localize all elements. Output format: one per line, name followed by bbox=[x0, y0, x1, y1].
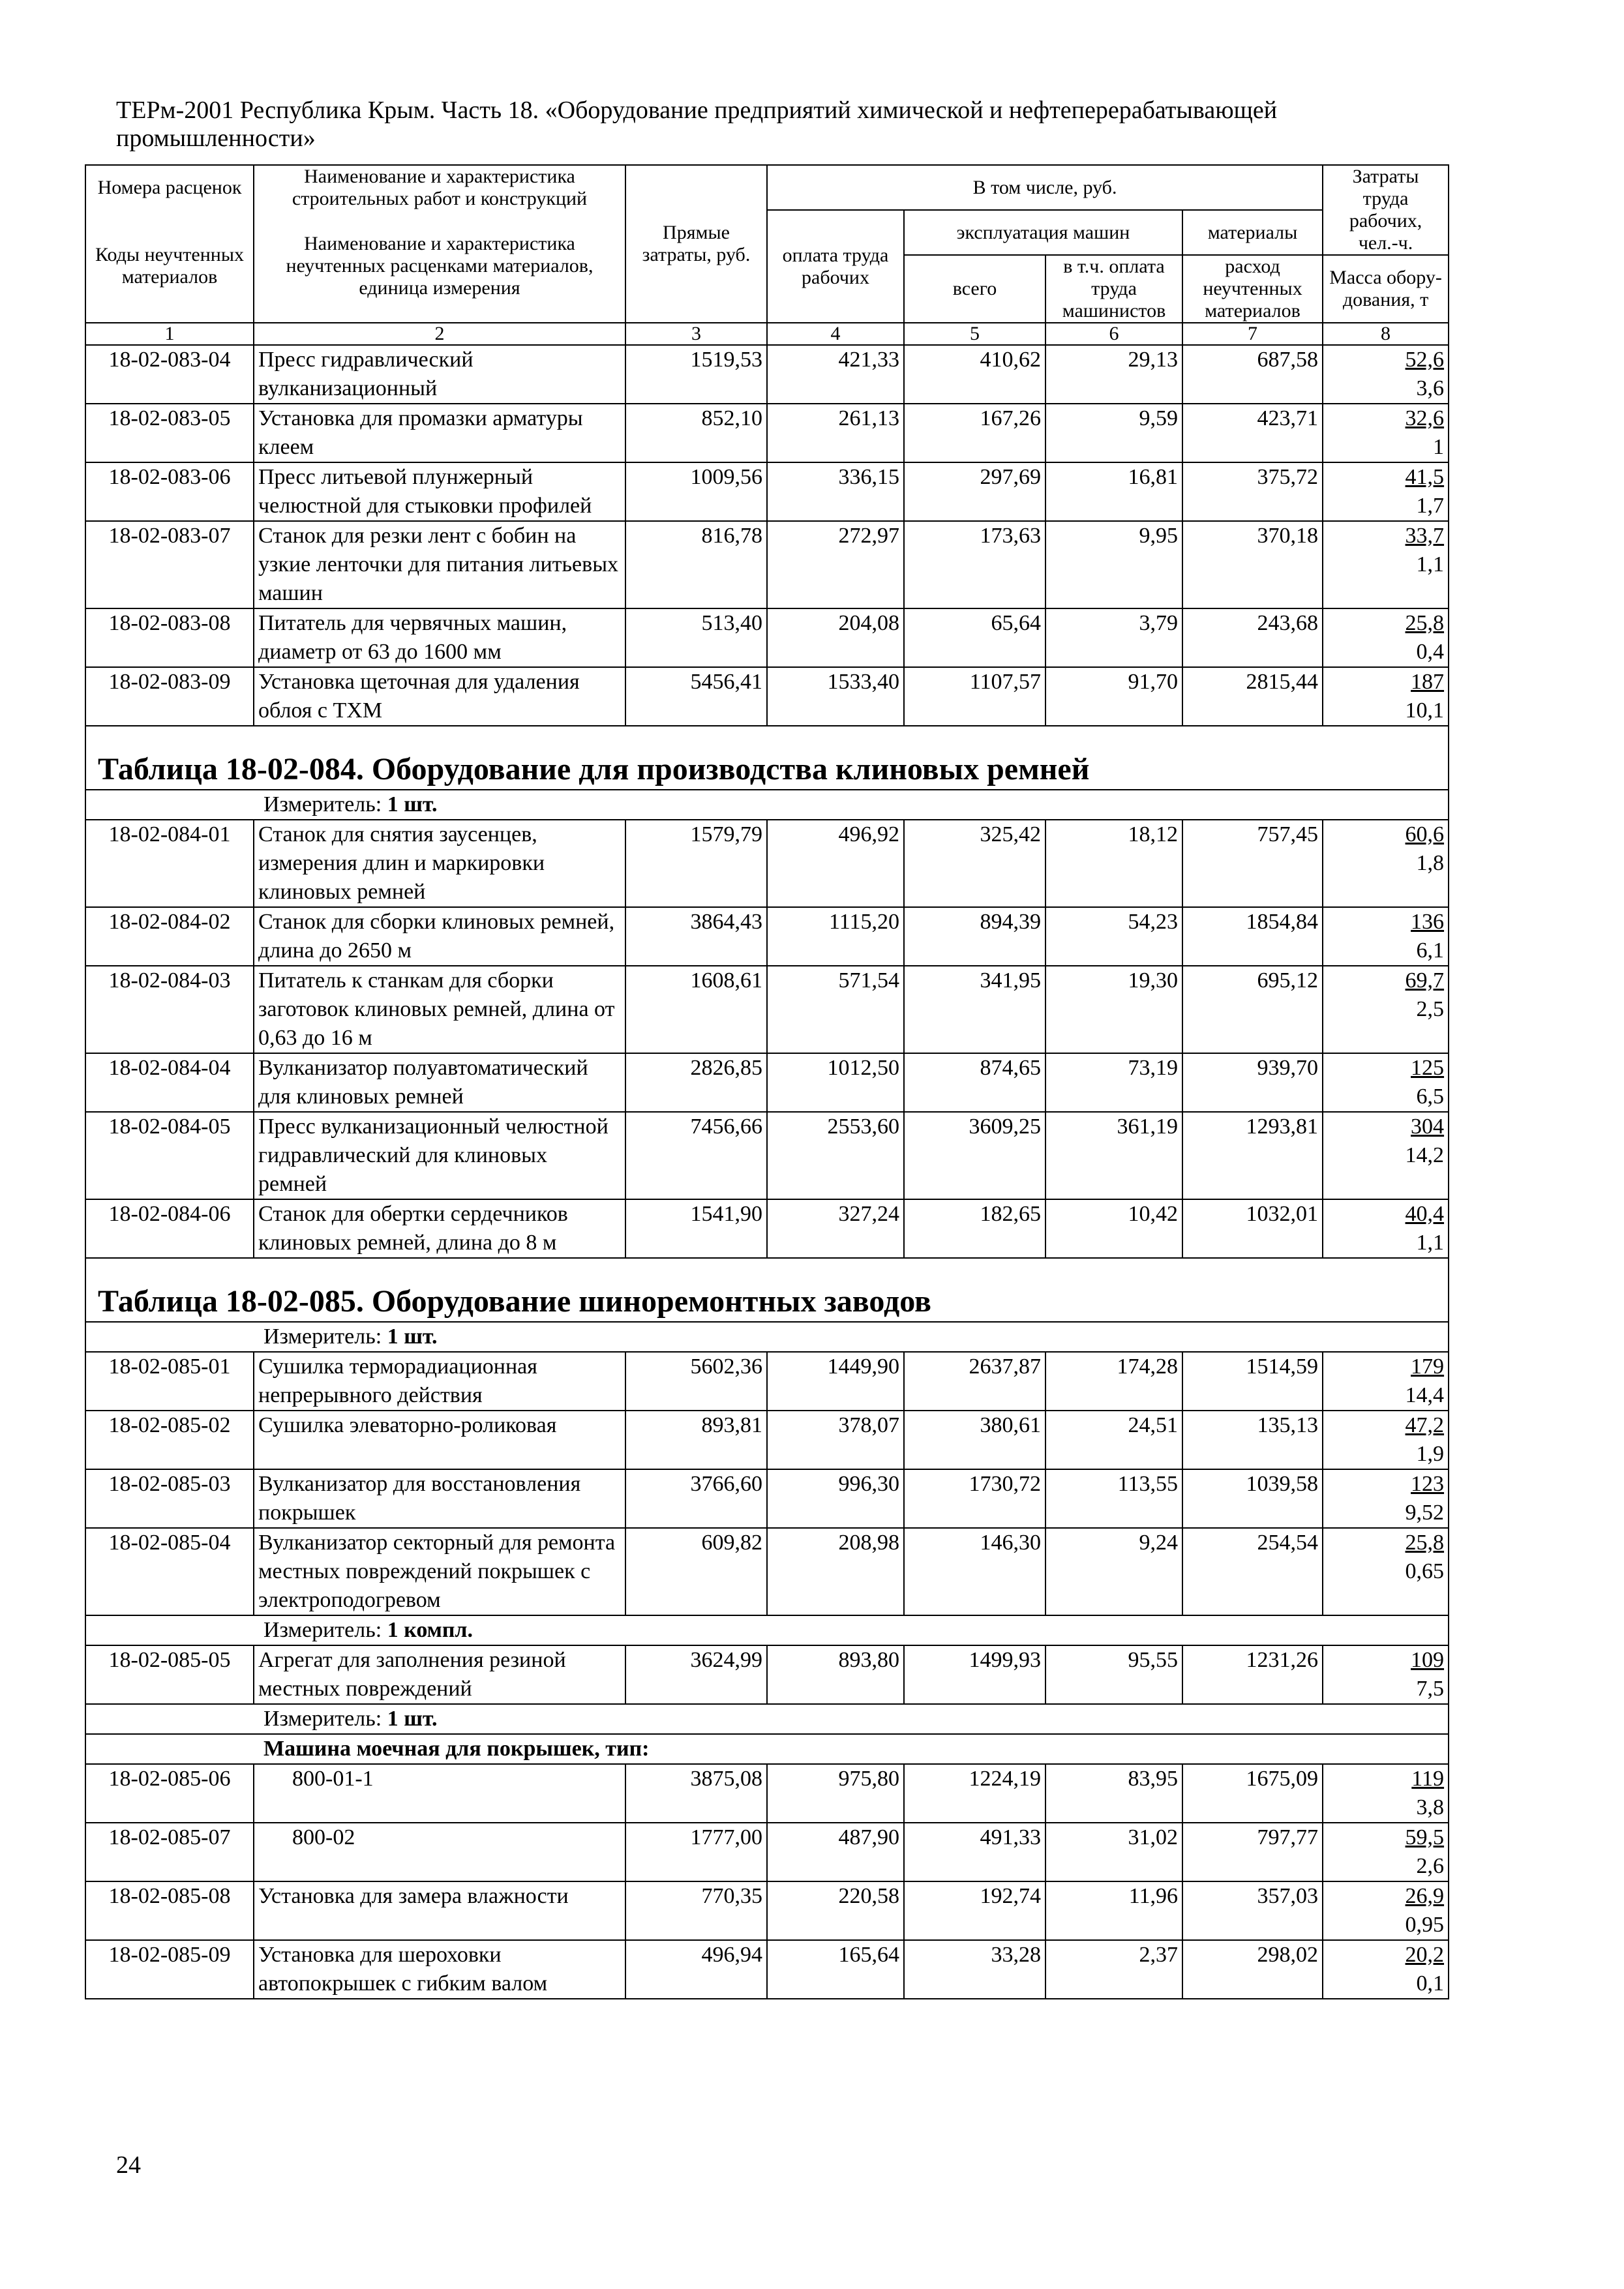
labor-and-mass bbox=[1323, 404, 1449, 462]
worker-wage: 975,80 bbox=[767, 1764, 904, 1823]
materials: 1514,59 bbox=[1182, 1352, 1323, 1411]
col-machines-total-header: всего bbox=[904, 255, 1045, 323]
column-number: 3 bbox=[625, 323, 767, 345]
rate-name: Сушилка терморадиационная непрерывного действия bbox=[254, 1352, 625, 1411]
rate-name: Установка для промазки арматуры клеем bbox=[254, 404, 625, 462]
materials: 1293,81 bbox=[1182, 1112, 1323, 1199]
table-title: Таблица 18-02-084. Оборудование для производства клиновых ремней bbox=[85, 726, 1449, 790]
materials: 695,12 bbox=[1182, 966, 1323, 1053]
direct-costs: 3766,60 bbox=[625, 1469, 767, 1528]
machines-total: 491,33 bbox=[904, 1823, 1045, 1881]
machinist-wage: 113,55 bbox=[1045, 1469, 1182, 1528]
labor-costs: 33,7 bbox=[1405, 524, 1445, 548]
rate-name: 800-02 bbox=[254, 1823, 625, 1881]
measure-label: Измеритель: bbox=[263, 1324, 382, 1349]
labor-costs: 69,7 bbox=[1405, 968, 1445, 993]
materials: 687,58 bbox=[1182, 345, 1323, 404]
rate-name: Вулканизатор секторный для ремонта местных повреждений покрышек с электроподогревом bbox=[254, 1528, 625, 1615]
rate-name: Вулканизатор для восстановления покрышек bbox=[254, 1469, 625, 1528]
rate-name: Питатель для червячных машин, диаметр от 63 до 1600 мм bbox=[254, 608, 625, 667]
labor-costs: 32,6 bbox=[1405, 406, 1445, 430]
group-row bbox=[85, 1734, 1449, 1764]
column-number: 2 bbox=[254, 323, 625, 345]
labor-costs: 41,5 bbox=[1405, 465, 1445, 489]
labor-and-mass bbox=[1323, 345, 1449, 404]
worker-wage: 378,07 bbox=[767, 1411, 904, 1469]
measure-row bbox=[85, 1704, 1449, 1734]
machines-total: 1107,57 bbox=[904, 667, 1045, 726]
labor-costs: 52,6 bbox=[1405, 348, 1445, 372]
table-row bbox=[85, 1112, 1449, 1199]
materials: 757,45 bbox=[1182, 820, 1323, 907]
direct-costs: 1777,00 bbox=[625, 1823, 767, 1881]
machinist-wage: 174,28 bbox=[1045, 1352, 1182, 1411]
materials: 298,02 bbox=[1182, 1940, 1323, 1999]
materials: 135,13 bbox=[1182, 1411, 1323, 1469]
machines-total: 65,64 bbox=[904, 608, 1045, 667]
labor-and-mass bbox=[1323, 462, 1449, 521]
worker-wage: 327,24 bbox=[767, 1199, 904, 1258]
materials: 423,71 bbox=[1182, 404, 1323, 462]
table-row bbox=[85, 1645, 1449, 1704]
direct-costs: 3624,99 bbox=[625, 1645, 767, 1704]
group-title: Машина моечная для покрышек, тип: bbox=[85, 1734, 1449, 1764]
table-row bbox=[85, 345, 1449, 404]
equipment-mass: 1,9 bbox=[1416, 1442, 1445, 1466]
labor-costs: 25,8 bbox=[1405, 611, 1445, 635]
labor-costs: 26,9 bbox=[1405, 1884, 1445, 1908]
labor-and-mass bbox=[1323, 1352, 1449, 1411]
direct-costs: 3864,43 bbox=[625, 907, 767, 966]
materials: 375,72 bbox=[1182, 462, 1323, 521]
labor-costs: 119 bbox=[1411, 1767, 1445, 1791]
materials: 2815,44 bbox=[1182, 667, 1323, 726]
machines-total: 1499,93 bbox=[904, 1645, 1045, 1704]
machines-total: 297,69 bbox=[904, 462, 1045, 521]
table-row bbox=[85, 1352, 1449, 1411]
measure-row bbox=[85, 1615, 1449, 1645]
measure-label: Измеритель: bbox=[263, 792, 382, 816]
rate-name: Пресс гидравлический вулканизационный bbox=[254, 345, 625, 404]
direct-costs: 1608,61 bbox=[625, 966, 767, 1053]
measure-label: Измеритель: bbox=[263, 1707, 382, 1731]
machinist-wage: 54,23 bbox=[1045, 907, 1182, 966]
table-row bbox=[85, 1053, 1449, 1112]
worker-wage: 1449,90 bbox=[767, 1352, 904, 1411]
direct-costs: 852,10 bbox=[625, 404, 767, 462]
machinist-wage: 83,95 bbox=[1045, 1764, 1182, 1823]
machines-total: 1730,72 bbox=[904, 1469, 1045, 1528]
labor-costs: 59,5 bbox=[1405, 1825, 1445, 1849]
worker-wage: 165,64 bbox=[767, 1940, 904, 1999]
equipment-mass: 1,8 bbox=[1416, 851, 1445, 875]
worker-wage: 336,15 bbox=[767, 462, 904, 521]
col-direct-costs-header: Прямые затраты, руб. bbox=[625, 165, 767, 323]
col-materials-header: материалы bbox=[1182, 210, 1323, 255]
machinist-wage: 19,30 bbox=[1045, 966, 1182, 1053]
column-number: 1 bbox=[85, 323, 254, 345]
measure-unit: 1 шт. bbox=[387, 1324, 438, 1349]
labor-costs: 123 bbox=[1411, 1472, 1445, 1496]
equipment-mass: 0,1 bbox=[1416, 1971, 1445, 1996]
labor-and-mass bbox=[1323, 1823, 1449, 1881]
table-row bbox=[85, 820, 1449, 907]
labor-costs: 179 bbox=[1411, 1354, 1445, 1379]
header-line-1: ТЕРм-2001 Республика Крым. Часть 18. «Оборудование предприятий химической и нефтеперерабатывающей bbox=[116, 97, 1278, 124]
measure-unit: 1 шт. bbox=[387, 792, 438, 816]
materials: 370,18 bbox=[1182, 521, 1323, 608]
measure-cell bbox=[85, 1322, 1449, 1352]
equipment-mass: 1,7 bbox=[1416, 494, 1445, 518]
labor-and-mass bbox=[1323, 1469, 1449, 1528]
direct-costs: 770,35 bbox=[625, 1881, 767, 1940]
worker-wage: 1012,50 bbox=[767, 1053, 904, 1112]
materials: 243,68 bbox=[1182, 608, 1323, 667]
materials: 357,03 bbox=[1182, 1881, 1323, 1940]
machinist-wage: 24,51 bbox=[1045, 1411, 1182, 1469]
direct-costs: 1541,90 bbox=[625, 1199, 767, 1258]
machinist-wage: 73,19 bbox=[1045, 1053, 1182, 1112]
document-header bbox=[116, 97, 1460, 153]
rate-name: 800-01-1 bbox=[254, 1764, 625, 1823]
machinist-wage: 9,59 bbox=[1045, 404, 1182, 462]
machinist-wage: 91,70 bbox=[1045, 667, 1182, 726]
direct-costs: 2826,85 bbox=[625, 1053, 767, 1112]
labor-and-mass bbox=[1323, 1645, 1449, 1704]
rate-code: 18-02-083-07 bbox=[85, 521, 254, 608]
machines-total: 341,95 bbox=[904, 966, 1045, 1053]
machines-total: 3609,25 bbox=[904, 1112, 1045, 1199]
worker-wage: 204,08 bbox=[767, 608, 904, 667]
machines-total: 2637,87 bbox=[904, 1352, 1045, 1411]
col-worker-wage-header: оплата труда рабочих bbox=[767, 210, 904, 323]
labor-and-mass bbox=[1323, 907, 1449, 966]
col-group-header: В том числе, руб. bbox=[767, 165, 1323, 210]
table-row bbox=[85, 404, 1449, 462]
machines-total: 192,74 bbox=[904, 1881, 1045, 1940]
worker-wage: 893,80 bbox=[767, 1645, 904, 1704]
col-material-codes-header: Коды неучтенных материалов bbox=[85, 210, 254, 323]
measure-unit: 1 компл. bbox=[387, 1618, 474, 1642]
table-row bbox=[85, 1411, 1449, 1469]
worker-wage: 208,98 bbox=[767, 1528, 904, 1615]
direct-costs: 7456,66 bbox=[625, 1112, 767, 1199]
table-row bbox=[85, 667, 1449, 726]
equipment-mass: 3,8 bbox=[1416, 1795, 1445, 1819]
table-body bbox=[85, 165, 1449, 1999]
direct-costs: 3875,08 bbox=[625, 1764, 767, 1823]
machinist-wage: 29,13 bbox=[1045, 345, 1182, 404]
equipment-mass: 3,6 bbox=[1416, 376, 1445, 400]
rate-code: 18-02-085-04 bbox=[85, 1528, 254, 1615]
machinist-wage: 2,37 bbox=[1045, 1940, 1182, 1999]
worker-wage: 1533,40 bbox=[767, 667, 904, 726]
worker-wage: 220,58 bbox=[767, 1881, 904, 1940]
table-row bbox=[85, 1764, 1449, 1823]
materials: 254,54 bbox=[1182, 1528, 1323, 1615]
materials: 939,70 bbox=[1182, 1053, 1323, 1112]
table-row bbox=[85, 521, 1449, 608]
column-number: 5 bbox=[904, 323, 1045, 345]
machinist-wage: 11,96 bbox=[1045, 1881, 1182, 1940]
equipment-mass: 2,6 bbox=[1416, 1854, 1445, 1878]
machinist-wage: 18,12 bbox=[1045, 820, 1182, 907]
labor-and-mass bbox=[1323, 1940, 1449, 1999]
column-number-row bbox=[85, 323, 1449, 345]
machinist-wage: 10,42 bbox=[1045, 1199, 1182, 1258]
machines-total: 894,39 bbox=[904, 907, 1045, 966]
table-row bbox=[85, 462, 1449, 521]
labor-costs: 187 bbox=[1411, 670, 1445, 694]
measure-cell bbox=[85, 790, 1449, 820]
worker-wage: 496,92 bbox=[767, 820, 904, 907]
rate-code: 18-02-083-09 bbox=[85, 667, 254, 726]
labor-costs: 136 bbox=[1411, 910, 1445, 934]
machines-total: 146,30 bbox=[904, 1528, 1045, 1615]
direct-costs: 5602,36 bbox=[625, 1352, 767, 1411]
equipment-mass: 1,1 bbox=[1416, 1231, 1445, 1255]
machines-total: 380,61 bbox=[904, 1411, 1045, 1469]
rate-code: 18-02-084-02 bbox=[85, 907, 254, 966]
rate-name: Пресс вулканизационный челюстной гидравлический для клиновых ремней bbox=[254, 1112, 625, 1199]
col-mass-header: Масса обору-дования, т bbox=[1323, 255, 1449, 323]
rate-code: 18-02-085-03 bbox=[85, 1469, 254, 1528]
rate-name: Установка щеточная для удаления облоя с ТХМ bbox=[254, 667, 625, 726]
measure-unit: 1 шт. bbox=[387, 1707, 438, 1731]
labor-costs: 25,8 bbox=[1405, 1531, 1445, 1555]
worker-wage: 2553,60 bbox=[767, 1112, 904, 1199]
table-row bbox=[85, 907, 1449, 966]
rate-code: 18-02-084-06 bbox=[85, 1199, 254, 1258]
labor-costs: 40,4 bbox=[1405, 1202, 1445, 1226]
machines-total: 33,28 bbox=[904, 1940, 1045, 1999]
direct-costs: 5456,41 bbox=[625, 667, 767, 726]
machines-total: 173,63 bbox=[904, 521, 1045, 608]
rate-code: 18-02-084-05 bbox=[85, 1112, 254, 1199]
equipment-mass: 6,5 bbox=[1416, 1085, 1445, 1109]
rate-name: Станок для резки лент с бобин на узкие ленточки для питания литьевых машин bbox=[254, 521, 625, 608]
equipment-mass: 6,1 bbox=[1416, 938, 1445, 963]
rate-name: Сушилка элеваторно-роликовая bbox=[254, 1411, 625, 1469]
rate-code: 18-02-084-04 bbox=[85, 1053, 254, 1112]
worker-wage: 272,97 bbox=[767, 521, 904, 608]
measure-cell bbox=[85, 1615, 1449, 1645]
materials: 1039,58 bbox=[1182, 1469, 1323, 1528]
table-row bbox=[85, 966, 1449, 1053]
direct-costs: 1009,56 bbox=[625, 462, 767, 521]
rate-code: 18-02-085-06 bbox=[85, 1764, 254, 1823]
rate-name: Агрегат для заполнения резиной местных повреждений bbox=[254, 1645, 625, 1704]
direct-costs: 816,78 bbox=[625, 521, 767, 608]
rate-code: 18-02-085-07 bbox=[85, 1823, 254, 1881]
rate-code: 18-02-085-09 bbox=[85, 1940, 254, 1999]
rate-name: Станок для снятия заусенцев, измерения длин и маркировки клиновых ремней bbox=[254, 820, 625, 907]
equipment-mass: 10,1 bbox=[1405, 698, 1445, 723]
rate-code: 18-02-083-04 bbox=[85, 345, 254, 404]
labor-and-mass bbox=[1323, 608, 1449, 667]
equipment-mass: 0,95 bbox=[1405, 1913, 1445, 1937]
machinist-wage: 3,79 bbox=[1045, 608, 1182, 667]
worker-wage: 571,54 bbox=[767, 966, 904, 1053]
labor-and-mass bbox=[1323, 1112, 1449, 1199]
labor-costs: 60,6 bbox=[1405, 822, 1445, 846]
column-number: 6 bbox=[1045, 323, 1182, 345]
direct-costs: 1579,79 bbox=[625, 820, 767, 907]
labor-costs: 125 bbox=[1411, 1056, 1445, 1080]
worker-wage: 487,90 bbox=[767, 1823, 904, 1881]
direct-costs: 513,40 bbox=[625, 608, 767, 667]
direct-costs: 893,81 bbox=[625, 1411, 767, 1469]
rate-code: 18-02-084-01 bbox=[85, 820, 254, 907]
col-name-header: Наименование и характеристика строительных работ и конструкций bbox=[254, 165, 625, 210]
equipment-mass: 0,4 bbox=[1416, 640, 1445, 664]
materials: 1032,01 bbox=[1182, 1199, 1323, 1258]
machinist-wage: 9,24 bbox=[1045, 1528, 1182, 1615]
measure-label: Измеритель: bbox=[263, 1618, 382, 1642]
table-row bbox=[85, 1940, 1449, 1999]
machinist-wage: 31,02 bbox=[1045, 1823, 1182, 1881]
labor-costs: 20,2 bbox=[1405, 1943, 1445, 1967]
table-row bbox=[85, 1199, 1449, 1258]
table-title: Таблица 18-02-085. Оборудование шиноремонтных заводов bbox=[85, 1258, 1449, 1322]
machinist-wage: 16,81 bbox=[1045, 462, 1182, 521]
worker-wage: 1115,20 bbox=[767, 907, 904, 966]
column-number: 7 bbox=[1182, 323, 1323, 345]
rate-code: 18-02-083-06 bbox=[85, 462, 254, 521]
rate-code: 18-02-085-08 bbox=[85, 1881, 254, 1940]
col-material-names-header: Наименование и характеристика неучтенных расценками материалов, единица измерения bbox=[254, 210, 625, 323]
machines-total: 410,62 bbox=[904, 345, 1045, 404]
labor-and-mass bbox=[1323, 667, 1449, 726]
labor-and-mass bbox=[1323, 1764, 1449, 1823]
labor-and-mass bbox=[1323, 1411, 1449, 1469]
rate-name: Установка для шероховки автопокрышек с гибким валом bbox=[254, 1940, 625, 1999]
table-row bbox=[85, 1823, 1449, 1881]
machines-total: 182,65 bbox=[904, 1199, 1045, 1258]
rate-name: Вулканизатор полуавтоматический для клиновых ремней bbox=[254, 1053, 625, 1112]
labor-and-mass bbox=[1323, 1528, 1449, 1615]
labor-and-mass bbox=[1323, 966, 1449, 1053]
equipment-mass: 14,4 bbox=[1405, 1383, 1445, 1407]
worker-wage: 996,30 bbox=[767, 1469, 904, 1528]
labor-costs: 304 bbox=[1411, 1115, 1445, 1139]
column-number: 8 bbox=[1323, 323, 1449, 345]
measure-row bbox=[85, 790, 1449, 820]
labor-costs: 47,2 bbox=[1405, 1413, 1445, 1437]
rates-table bbox=[85, 164, 1449, 1999]
table-084-title-row bbox=[85, 726, 1449, 790]
table-row bbox=[85, 608, 1449, 667]
materials: 1854,84 bbox=[1182, 907, 1323, 966]
materials: 1231,26 bbox=[1182, 1645, 1323, 1704]
materials: 797,77 bbox=[1182, 1823, 1323, 1881]
equipment-mass: 1 bbox=[1433, 435, 1445, 459]
equipment-mass: 7,5 bbox=[1416, 1677, 1445, 1701]
table-row bbox=[85, 1469, 1449, 1528]
col-labor-header: Затраты труда рабочих, чел.-ч. bbox=[1323, 165, 1449, 255]
col-machinist-wage-header: в т.ч. оплата труда машинистов bbox=[1045, 255, 1182, 323]
rate-code: 18-02-085-02 bbox=[85, 1411, 254, 1469]
equipment-mass: 0,65 bbox=[1405, 1559, 1445, 1583]
col-material-consumption-header: расход неучтенных материалов bbox=[1182, 255, 1323, 323]
rate-code: 18-02-084-03 bbox=[85, 966, 254, 1053]
worker-wage: 421,33 bbox=[767, 345, 904, 404]
rate-code: 18-02-083-05 bbox=[85, 404, 254, 462]
labor-and-mass bbox=[1323, 1053, 1449, 1112]
machines-total: 325,42 bbox=[904, 820, 1045, 907]
rate-name: Питатель к станкам для сборки заготовок клиновых ремней, длина от 0,63 до 16 м bbox=[254, 966, 625, 1053]
machinist-wage: 361,19 bbox=[1045, 1112, 1182, 1199]
labor-and-mass bbox=[1323, 521, 1449, 608]
worker-wage: 261,13 bbox=[767, 404, 904, 462]
rate-name: Пресс литьевой плунжерный челюстной для стыковки профилей bbox=[254, 462, 625, 521]
labor-costs: 109 bbox=[1411, 1648, 1445, 1672]
machines-total: 874,65 bbox=[904, 1053, 1045, 1112]
direct-costs: 609,82 bbox=[625, 1528, 767, 1615]
col-machines-header: эксплуатация машин bbox=[904, 210, 1182, 255]
machines-total: 1224,19 bbox=[904, 1764, 1045, 1823]
direct-costs: 496,94 bbox=[625, 1940, 767, 1999]
materials: 1675,09 bbox=[1182, 1764, 1323, 1823]
machinist-wage: 95,55 bbox=[1045, 1645, 1182, 1704]
table-row bbox=[85, 1881, 1449, 1940]
rate-name: Станок для сборки клиновых ремней, длина до 2650 м bbox=[254, 907, 625, 966]
table-row bbox=[85, 1528, 1449, 1615]
table-085-title-row bbox=[85, 1258, 1449, 1322]
equipment-mass: 9,52 bbox=[1405, 1501, 1445, 1525]
rate-code: 18-02-085-05 bbox=[85, 1645, 254, 1704]
labor-and-mass bbox=[1323, 1881, 1449, 1940]
rate-code: 18-02-085-01 bbox=[85, 1352, 254, 1411]
measure-cell bbox=[85, 1704, 1449, 1734]
direct-costs: 1519,53 bbox=[625, 345, 767, 404]
rate-name: Станок для обертки сердечников клиновых ремней, длина до 8 м bbox=[254, 1199, 625, 1258]
equipment-mass: 2,5 bbox=[1416, 997, 1445, 1021]
labor-and-mass bbox=[1323, 820, 1449, 907]
equipment-mass: 1,1 bbox=[1416, 552, 1445, 576]
rate-code: 18-02-083-08 bbox=[85, 608, 254, 667]
rate-name: Установка для замера влажности bbox=[254, 1881, 625, 1940]
measure-row bbox=[85, 1322, 1449, 1352]
col-rate-number-header: Номера расценок bbox=[85, 165, 254, 210]
equipment-mass: 14,2 bbox=[1405, 1143, 1445, 1167]
machinist-wage: 9,95 bbox=[1045, 521, 1182, 608]
column-number: 4 bbox=[767, 323, 904, 345]
page-number: 24 bbox=[116, 2151, 141, 2179]
machines-total: 167,26 bbox=[904, 404, 1045, 462]
labor-and-mass bbox=[1323, 1199, 1449, 1258]
header-line-2: промышленности» bbox=[116, 125, 316, 152]
